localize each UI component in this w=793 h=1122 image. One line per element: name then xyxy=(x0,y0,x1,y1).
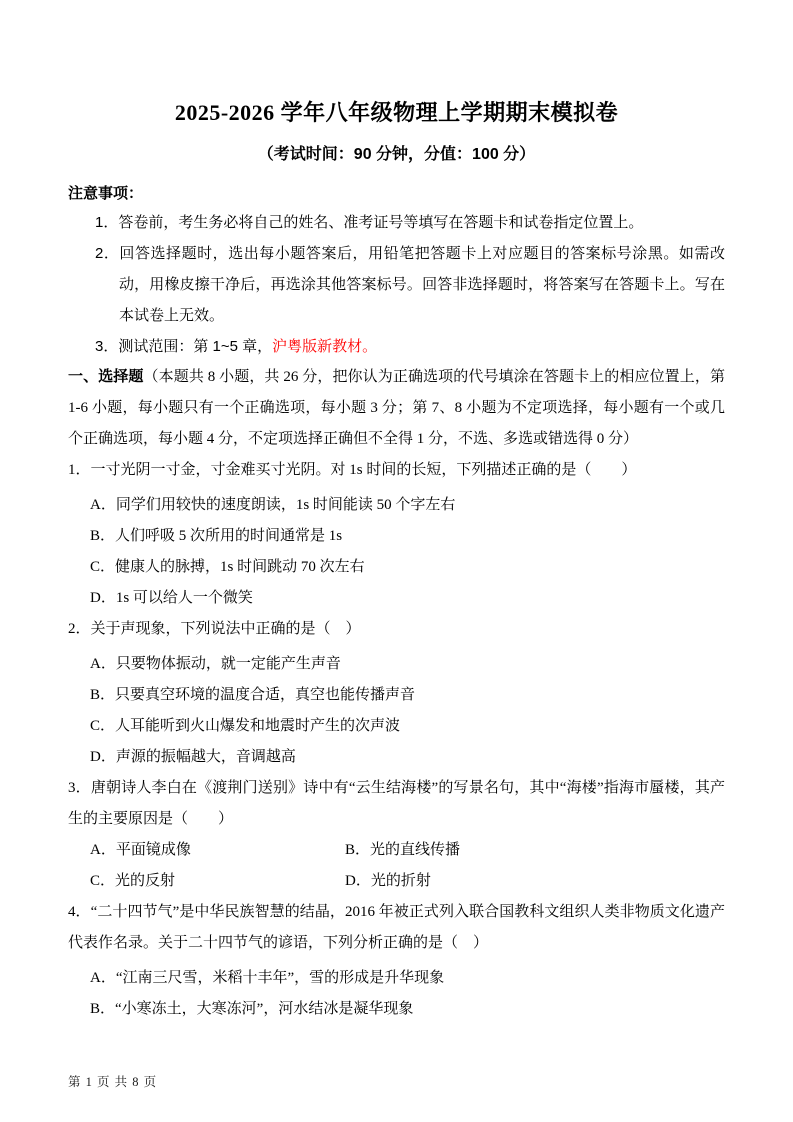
question-3-stem: 3．唐朝诗人李白在《渡荆门送别》诗中有“云生结海楼”的写景名句，其中“海楼”指海市蜃楼，其产生的主要原因是（ ） xyxy=(68,780,725,827)
question-2-option-b: B．只要真空环境的温度合适，真空也能传播声音 xyxy=(90,687,416,703)
question-3 xyxy=(68,773,725,897)
question-3-option-a: A．平面镜成像 xyxy=(90,842,191,858)
question-3-options xyxy=(68,835,725,897)
question-2-options xyxy=(68,649,725,773)
notice-item-3-highlight: 沪粤版新教材。 xyxy=(272,338,378,355)
question-1-options xyxy=(68,490,725,614)
question-4-stem: 4．“二十四节气”是中华民族智慧的结晶，2016 年被正式列入联合国教科文组织人类非物质文化遗产代表作名录。关于二十四节气的谚语，下列分析正确的是（ ） xyxy=(68,904,725,951)
question-2-option-c: C．人耳能听到火山爆发和地震时产生的次声波 xyxy=(90,718,401,734)
notice-item-3 xyxy=(68,331,725,362)
exam-info-subtitle: （考试时间：90 分钟，分值：100 分） xyxy=(257,146,536,163)
question-4-option-b: B．“小寒冻土，大寒冻河”，河水结冰是凝华现象 xyxy=(90,1001,414,1017)
question-4-options xyxy=(68,963,725,1025)
question-1-option-a: A．同学们用较快的速度朗读，1s 时间能读 50 个字左右 xyxy=(90,497,456,513)
question-4-option-a: A．“江南三尺雪，米稻十丰年”，雪的形成是升华现象 xyxy=(90,970,445,986)
notice-heading: 注意事项： xyxy=(68,185,144,202)
question-3-option-c: C．光的反射 xyxy=(90,873,176,889)
notice-list xyxy=(68,207,725,362)
section-1-description: （本题共 8 小题，共 26 分，把你认为正确选项的代号填涂在答题卡上的相应位置上，第 1-6 小题，每小题只有一个正确选项，每小题 3 分；第 7、8 小题为不定项选择，每小题有一个或几个正确选项，每小题 4 分，不定项选择正确但不全得 1 分，不选、多选或错选得 0 分） xyxy=(68,369,725,447)
question-2 xyxy=(68,614,725,773)
question-3-option-d: D．光的折射 xyxy=(345,873,431,889)
question-3-option-b: B．光的直线传播 xyxy=(345,842,461,858)
question-1-stem: 1．一寸光阴一寸金，寸金难买寸光阴。对 1s 时间的长短，下列描述正确的是（ ） xyxy=(68,462,637,478)
question-1-option-b: B．人们呼吸 5 次所用的时间通常是 1s xyxy=(90,528,343,544)
question-2-option-a: A．只要物体振动，就一定能产生声音 xyxy=(90,656,341,672)
question-2-stem: 2．关于声现象，下列说法中正确的是（ ） xyxy=(68,621,361,637)
notice-item-3-text: 3．测试范围：第 1~5 章， xyxy=(95,338,273,355)
question-1 xyxy=(68,455,725,614)
notice-item-2: 2．回答选择题时，选出每小题答案后，用铅笔把答题卡上对应题目的答案标号涂黑。如需改动，用橡皮擦干净后，再选涂其他答案标号。回答非选择题时，将答案写在答题卡上。写在本试卷上无效。 xyxy=(95,245,725,324)
question-1-option-c: C．健康人的脉搏，1s 时间跳动 70 次左右 xyxy=(90,559,365,575)
notice-item-1: 1．答卷前，考生务必将自己的姓名、准考证号等填写在答题卡和试卷指定位置上。 xyxy=(95,214,644,231)
question-1-option-d: D．1s 可以给人一个微笑 xyxy=(90,590,253,606)
page-number-footer: 第 1 页 共 8 页 xyxy=(68,1075,158,1089)
section-1-intro xyxy=(68,362,725,455)
page-title: 2025-2026 学年八年级物理上学期期末模拟卷 xyxy=(174,100,619,125)
question-2-option-d: D．声源的振幅越大，音调越高 xyxy=(90,749,296,765)
question-4 xyxy=(68,897,725,1025)
section-1-heading: 一、选择题 xyxy=(68,369,144,385)
